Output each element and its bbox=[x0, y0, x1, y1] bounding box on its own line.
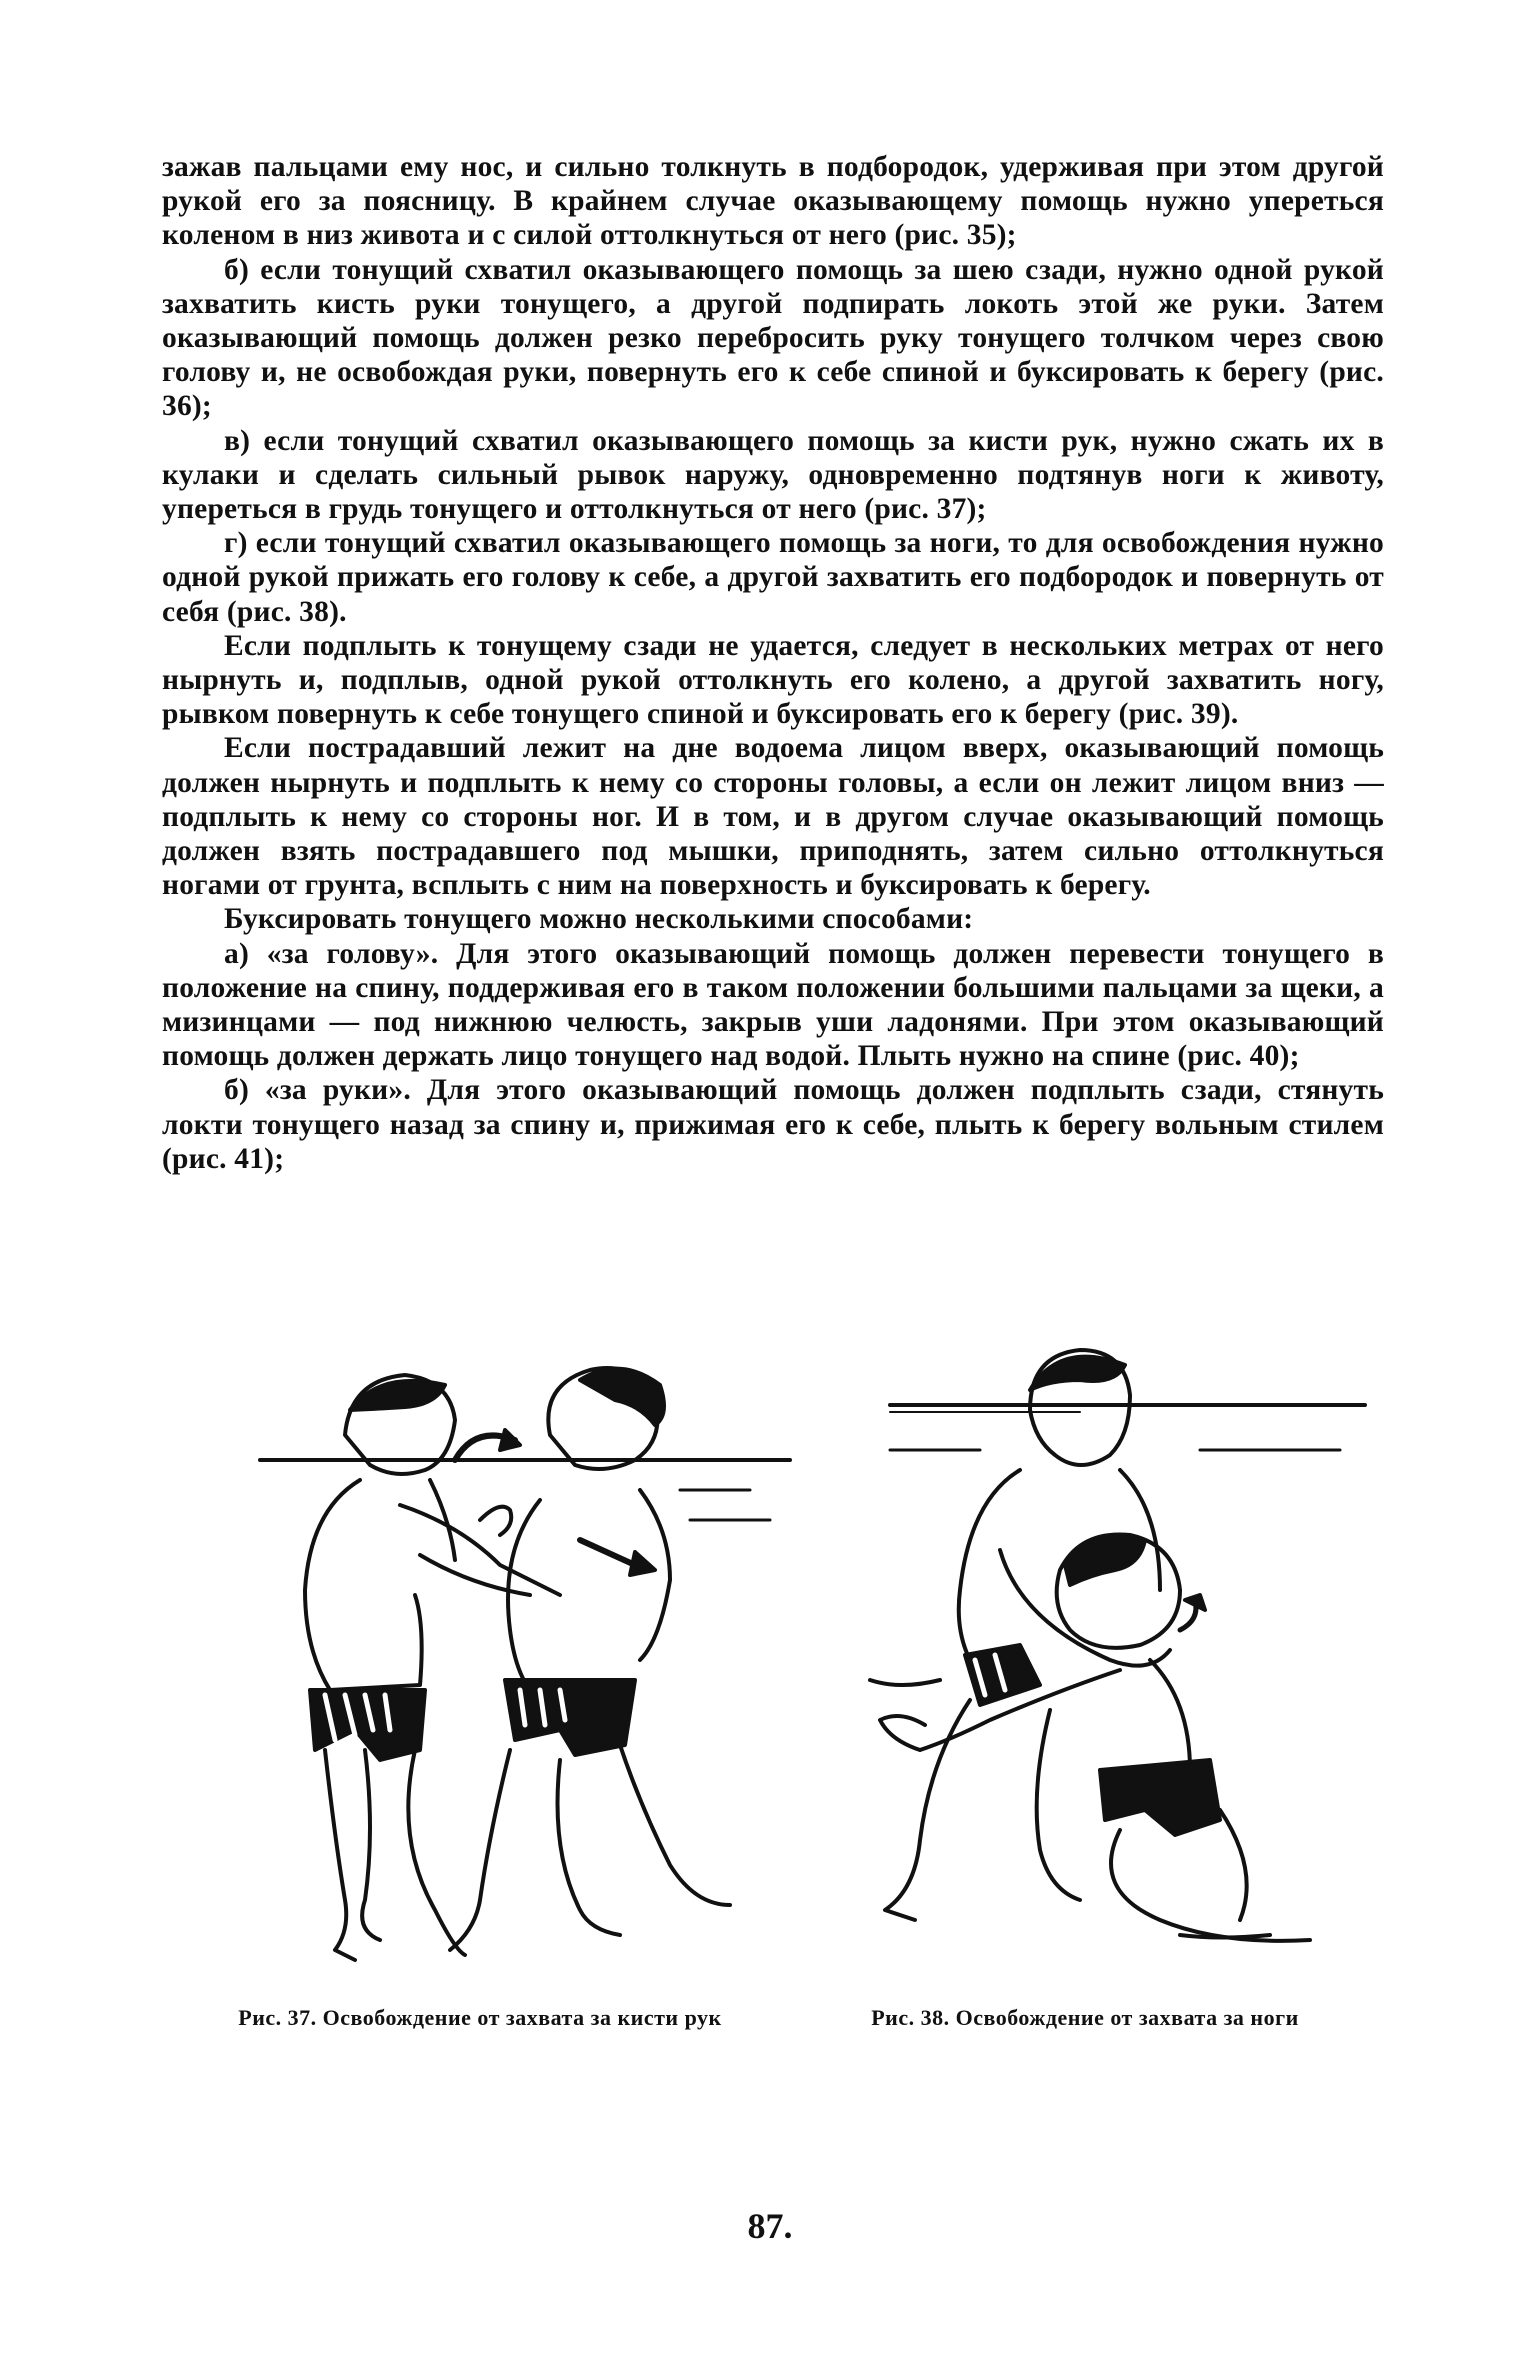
paragraph-2: б) если тонущий схватил оказывающего помощь за шею сзади, нужно одной рукой захватить кисть руки тонущего, а другой подпирать локоть этой же руки. Затем оказывающий помощь должен резко перебросить руку тонущего толчком через свою голову и, не освобождая руки, повернуть его к себе спиной и буксировать к берегу (рис. 36); bbox=[162, 253, 1384, 423]
paragraph-8: а) «за голову». Для этого оказывающий помощь должен перевести тонущего в положение на спину, поддерживая его в таком положении большими пальцами за щеки, а мизинцами — под нижнюю челюсть, закрыв уши ладонями. При этом оказывающий помощь должен держать лицо тонущего над водой. Плыть нужно на спине (рис. 40); bbox=[162, 937, 1384, 1073]
paragraph-6: Если пострадавший лежит на дне водоема лицом вверх, оказывающий помощь должен нырнуть и подплыть к нему со стороны головы, а если он лежит лицом вниз — подплыть к нему со стороны ног. И в том, и в другом случае оказывающий помощь должен взять пострадавшего под мышки, приподнять, затем сильно оттолкнуться ногами от грунта, всплыть с ним на поверхность и буксировать к берегу. bbox=[162, 732, 1384, 902]
figure-38-caption: Рис. 38. Освобождение от захвата за ноги bbox=[871, 2005, 1299, 2030]
paragraph-1: зажав пальцами ему нос, и сильно толкнуть в подбородок, удерживая при этом другой рукой его за поясницу. В крайнем случае оказывающему помощь нужно упереться коленом в низ живота и с силой оттолкнуться от него (рис. 35); bbox=[162, 151, 1384, 252]
figure-37-caption: Рис. 37. Освобождение от захвата за кисти рук bbox=[238, 2005, 722, 2030]
paragraph-5: Если подплыть к тонущему сзади не удается, следует в нескольких метрах от него нырнуть и, подплыв, одной рукой оттолкнуть его колено, а другой захватить ногу, рывком повернуть к себе тонущего спиной и буксировать его к берегу (рис. 39). bbox=[162, 629, 1384, 731]
figure-38-illustration bbox=[820, 1340, 1390, 1980]
paragraph-9: б) «за руки». Для этого оказывающий помощь должен подплыть сзади, стянуть локти тонущего назад за спину и, прижимая его к себе, плыть к берегу вольным стилем (рис. 41); bbox=[162, 1074, 1384, 1175]
page-number: 87. bbox=[747, 2206, 793, 2246]
paragraph-3: в) если тонущий схватил оказывающего помощь за кисти рук, нужно сжать их в кулаки и сделать сильный рывок наружу, одновременно подтянув ноги к животу, упереться в грудь тонущего и оттолкнуться от него (рис. 37); bbox=[162, 424, 1384, 526]
body-text bbox=[162, 150, 1384, 1176]
paragraph-7: Буксировать тонущего можно несколькими способами: bbox=[224, 903, 974, 936]
paragraph-4: г) если тонущий схватил оказывающего помощь за ноги, то для освобождения нужно одной рукой прижать его голову к себе, а другой захватить его подбородок и повернуть от себя (рис. 38). bbox=[162, 527, 1384, 628]
figure-37-illustration bbox=[250, 1340, 820, 1980]
